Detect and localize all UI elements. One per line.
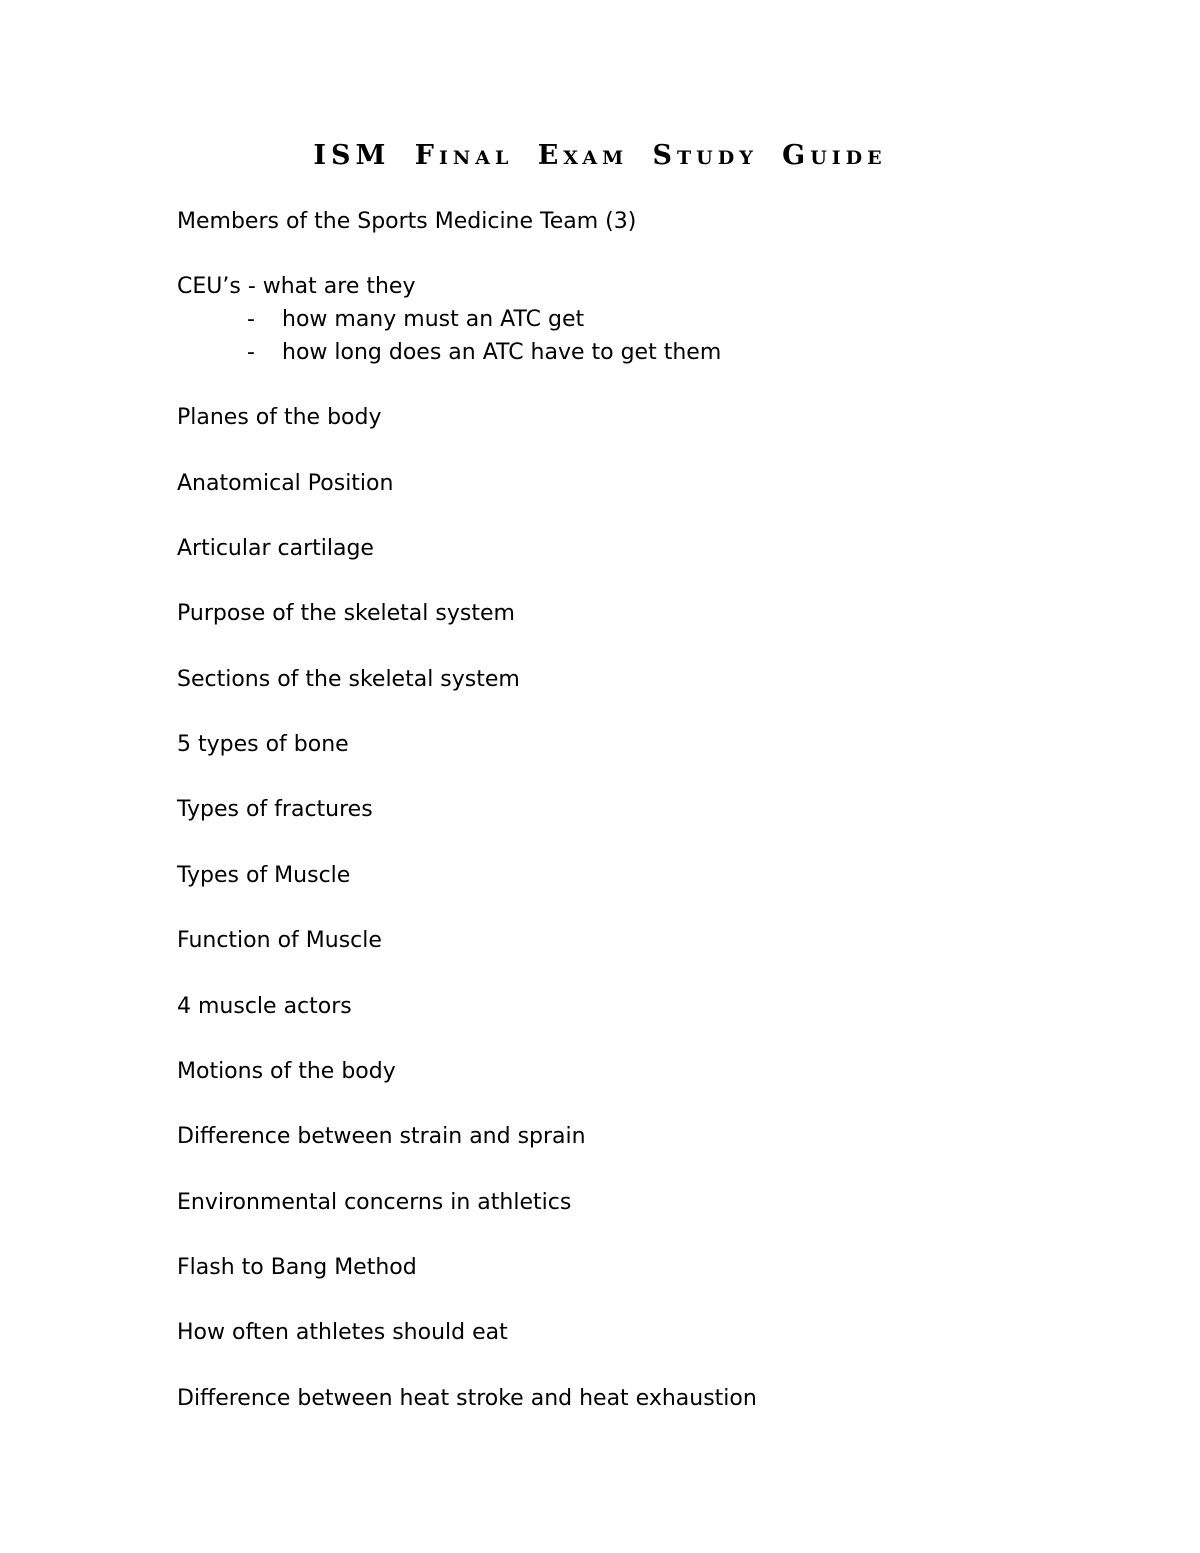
list-item: Purpose of the skeletal system — [177, 601, 515, 627]
sub-list-item — [177, 304, 1157, 337]
list-item: Environmental concerns in athletics — [177, 1189, 572, 1215]
list-item: Anatomical Position — [177, 470, 394, 496]
page-title: ISM Final Exam Study Guide — [313, 140, 887, 171]
list-item: Planes of the body — [177, 405, 382, 431]
list-item: Difference between strain and sprain — [177, 1124, 586, 1150]
study-guide-list — [177, 206, 1157, 1415]
list-item: Articular cartilage — [177, 535, 374, 561]
list-item: Function of Muscle — [177, 928, 382, 954]
list-item: 4 muscle actors — [177, 993, 352, 1019]
list-item: Types of fractures — [177, 797, 373, 823]
list-item: CEU’s - what are they — [177, 274, 416, 300]
sub-list-item-text: how many must an ATC get — [282, 307, 585, 333]
list-item: Types of Muscle — [177, 862, 351, 888]
list-item: Members of the Sports Medicine Team (3) — [177, 209, 637, 234]
list-item: Motions of the body — [177, 1058, 396, 1084]
list-item: How often athletes should eat — [177, 1320, 508, 1346]
list-item: 5 types of bone — [177, 732, 349, 757]
list-item: Difference between heat stroke and heat exhaustion — [177, 1385, 757, 1411]
sub-list-item-text: how long does an ATC have to get them — [282, 339, 722, 365]
sub-list-item — [177, 337, 1157, 370]
list-item: Flash to Bang Method — [177, 1255, 417, 1280]
list-item: Sections of the skeletal system — [177, 666, 520, 692]
bullet-dash: - — [247, 339, 255, 365]
bullet-dash: - — [247, 307, 255, 333]
